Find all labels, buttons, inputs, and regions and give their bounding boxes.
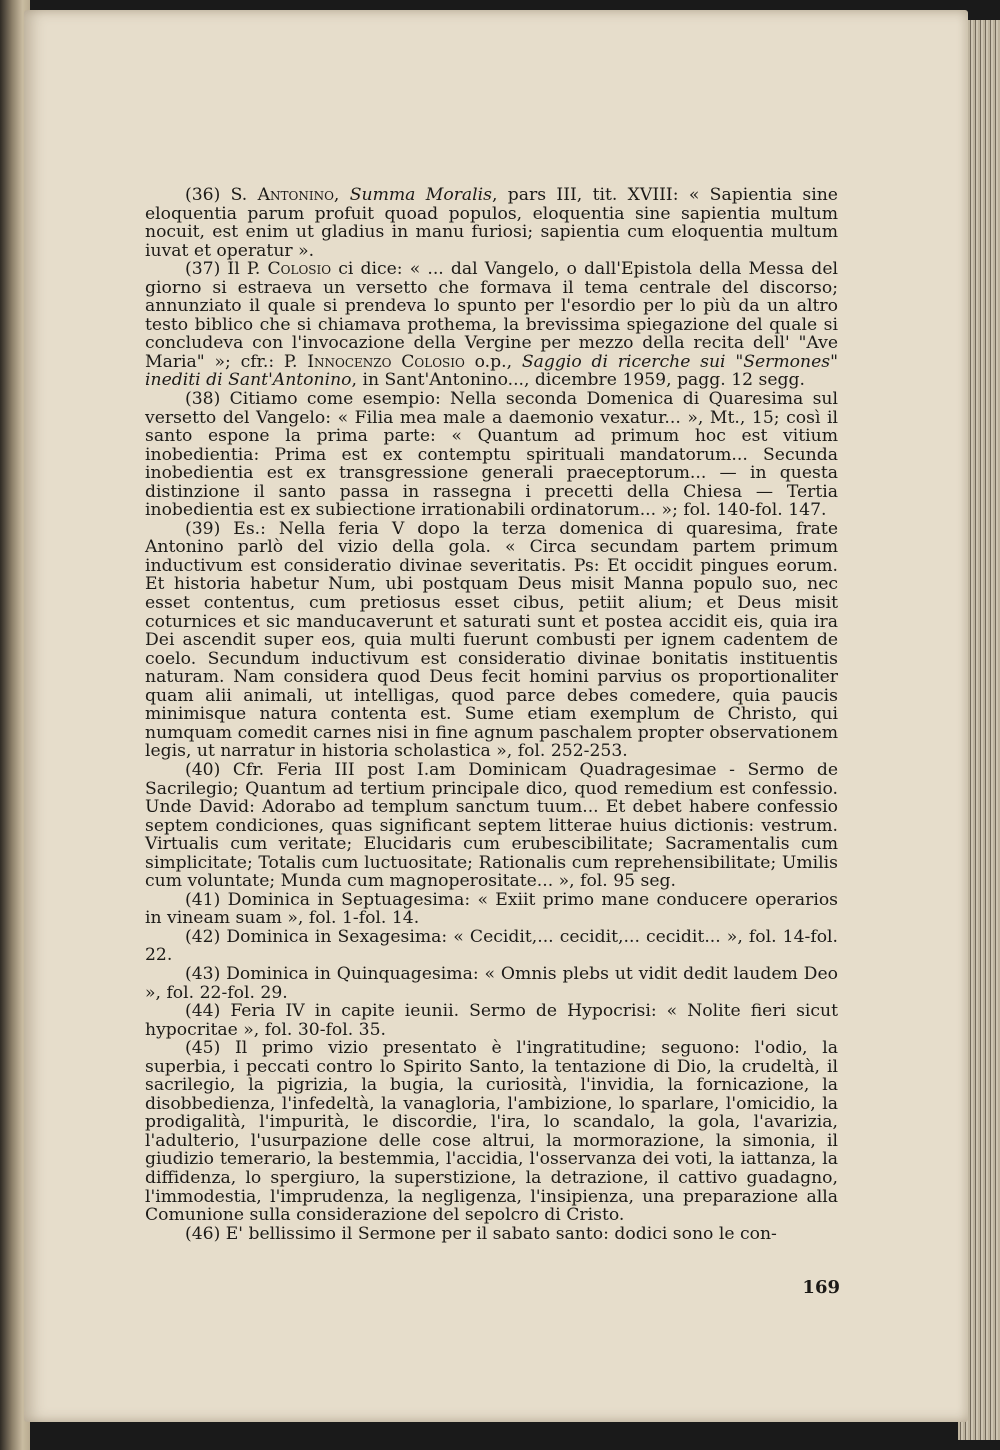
footnote-39: [145, 520, 838, 761]
footnote-text: ,: [333, 185, 350, 205]
work-title: Summa Moralis: [349, 185, 492, 205]
footnote-text: (39) Es.: Nella feria V dopo la terza domenica di quaresima, frate Antonino parlò del vizio della gola. « Circa secundam partem primum inductivum est consideratio divinae severitatis. Ps: Et occidit pingues eorum. Et historia habetur Num, ubi postquam Deus misit Manna populo suo, nec esset contentus, cum pretiosus esset cibus, petiit alium; et Deus misit coturnices et sic manducaverunt et saturati sunt et postea accidit eis, quia ira Dei ascendit super eos, quia multi fuerunt combusti per ignem cadentem de coelo. Secundum inductivum est consideratio divinae bonitatis instituentis naturam. Nam considera quod Deus fecit homini parvius os proportionaliter quam alii animali, ut intelligas, quod parce debes comedere, quia paucis minimisque natura contenta est. Sume etiam exemplum de Christo, qui numquam comedit carnes nisi in fine agnum paschalem propter observationem legis, ut narratur in historia scholastica », fol. 252-253.: [145, 518, 838, 762]
footnote-text: o.p.,: [464, 351, 522, 372]
footnote-38: [145, 390, 838, 520]
footnote-text: ci dice: « ... dal Vangelo, o dall'Epistola della Messa del giorno si estraeva un versetto che formava il tema centrale del discorso; annunziato il quale si prendeva lo spunto per l'esordio per lo più da un altro testo biblico che si chiamava prothema, la brevissima spiegazione del quale si concludeva con l'invocazione della Vergine per mezzo della recita dell' "Ave Maria" »; cfr.: P.: [145, 259, 838, 372]
footnote-text: (37) Il P.: [185, 259, 268, 280]
footnote-text: (40) Cfr. Feria III post I.am Dominicam Quadragesimae - Sermo de Sacrilegio; Quantum ad tertium principale dico, quod remedium est confessio. Unde David: Adorabo ad templum sanctum tuum... Et debet habere confessio septem condiciones, quas significant septem litterae huius dictionis: vestrum. Virtualis cum veritate; Elucidaris cum erubescibilitate; Sacramentalis cum simplicitate; Totalis cum luctuositate; Rationalis cum reprehensibilitate; Umilis cum voluntate; Munda cum magnoperositate... », fol. 95 seg.: [145, 759, 838, 892]
work-title: Saggio di ricerche sui "Sermones" inediti di Sant'Antonino: [145, 351, 838, 391]
footnote-41: [145, 891, 838, 928]
footnote-46: [145, 1225, 838, 1244]
footnote-text: (46) E' bellissimo il Sermone per il sabato santo: dodici sono le con-: [185, 1223, 777, 1244]
author-name: Antonino: [257, 185, 334, 205]
footnote-text: (42) Dominica in Sexagesima: « Cecidit,... cecidit,... cecidit... », fol. 14-fol. 22.: [145, 926, 838, 966]
footnotes-block: [145, 186, 838, 1243]
footnote-text: (44) Feria IV in capite ieunii. Sermo de Hypocrisi: « Nolite fieri sicut hypocritae », fol. 30-fol. 35.: [145, 1001, 838, 1040]
footnote-text: (41) Dominica in Septuagesima: « Exiit primo mane conducere operarios in vineam suam », fol. 1-fol. 14.: [145, 889, 838, 929]
footnote-text: (45) Il primo vizio presentato è l'ingratitudine; seguono: l'odio, la superbia, i peccati contro lo Spirito Santo, la tentazione di Dio, la crudeltà, il sacrilegio, la pigrizia, la bugia, la curiosità, l'invidia, la fornicazione, la disobbedienza, l'infedeltà, la vanagloria, l'ambizione, lo sparlare, l'omicidio, la prodigalità, l'impurità, le discordie, l'ira, lo scandalo, la gola, l'avarizia, l'adulterio, l'usurpazione delle cose altrui, la mormorazione, la simonia, il giudizio temerario, la bestemmia, l'accidia, l'osservanza dei voti, la iattanza, la diffidenza, lo spergiuro, la superstizione, la detrazione, il cattivo guadagno, l'immodestia, l'imprudenza, la negligenza, l'insipienza, una preparazione alla Comunione sulla considerazione del sepolcro di Cristo.: [145, 1038, 838, 1226]
footnote-44: [145, 1002, 838, 1039]
footnote-text: , pars III, tit. XVIII: « Sapientia sine eloquentia parum profuit quoad populos, eloquentia sine sapientia multum nocuit, est enim ut gladius in manu furiosi; sapientia cum eloquentia multum iuvat et operatur ».: [145, 185, 838, 261]
footnote-43: [145, 965, 838, 1002]
footnote-42: [145, 928, 838, 965]
author-name: Innocenzo Colosio: [307, 351, 465, 372]
footnote-45: [145, 1039, 838, 1224]
footnote-40: [145, 761, 838, 891]
author-name: Colosio: [267, 259, 332, 280]
footnote-37: [145, 260, 838, 390]
footnote-text: , in Sant'Antonino..., dicembre 1959, pagg. 12 segg.: [351, 370, 806, 391]
footnote-text: (38) Citiamo come esempio: Nella seconda Domenica di Quaresima sul versetto del Vangelo: « Filia mea male a daemonio vexatur... », Mt., 15; così il santo espone la prima parte: « Quantum ad primum hoc est vitium inobedientia: Prima est ex contemptu spirituali mandatorum... Secunda inobedientia est ex transgressione generali praeceptorum... — in questa distinzione il santo passa in rassegna i precetti della Chiesa — Tertia inobedientia est ex subiectione irrationabili ordinatorum... »; fol. 140-fol. 147.: [145, 389, 838, 521]
footnote-text: (43) Dominica in Quinquagesima: « Omnis plebs ut vidit dedit laudem Deo », fol. 22-fol. 29.: [145, 963, 838, 1003]
footnote-text: (36) S.: [185, 185, 258, 205]
page-number: 169: [802, 1277, 840, 1298]
footnote-36: [145, 186, 838, 260]
